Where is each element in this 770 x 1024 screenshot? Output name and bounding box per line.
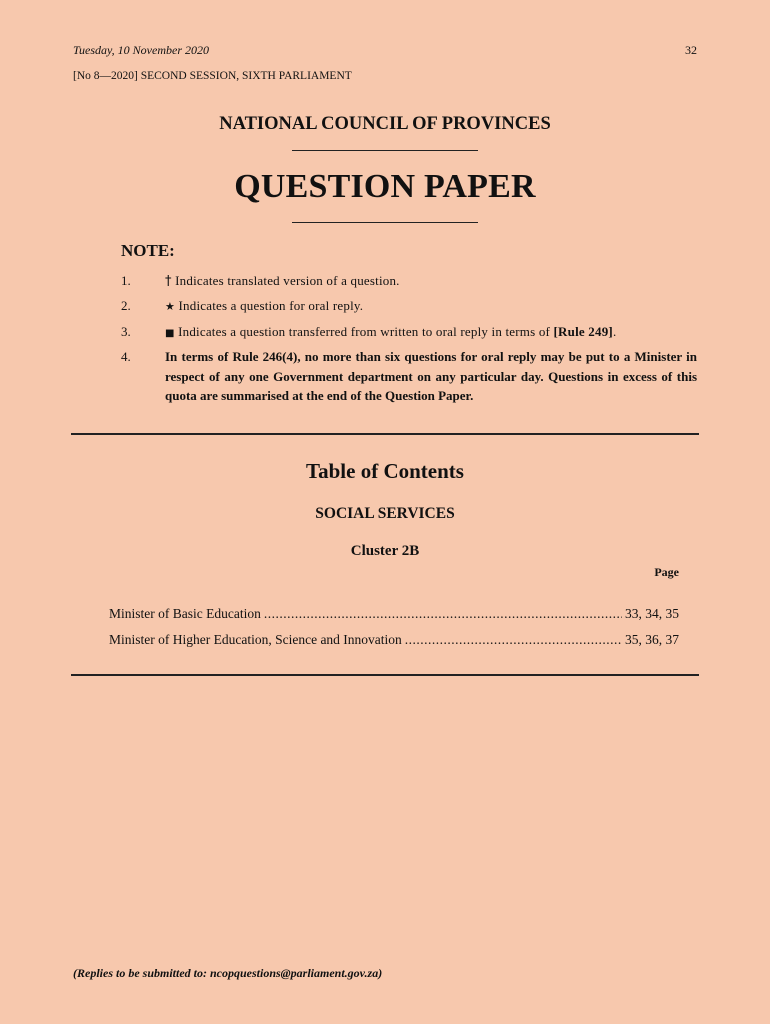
dagger-icon: † [165,274,172,289]
note-suffix: . [612,324,617,339]
page-date: Tuesday, 10 November 2020 [73,43,209,57]
note-item [165,298,363,314]
toc-cluster: Cluster 2B [350,543,420,559]
toc-leader [264,606,622,622]
note-item [165,273,400,289]
section-divider [71,674,699,676]
divider-bottom [292,222,478,223]
footer-note: (Replies to be submitted to: ncopquestions@parliament.gov.za) [73,966,383,980]
council-heading: NATIONAL COUNCIL OF PROVINCES [219,114,551,134]
note-text: Indicates a question transferred from written to oral reply in terms of [178,324,554,339]
note-text: Indicates translated version of a question. [175,273,400,288]
note-heading: NOTE: [121,241,175,260]
page-title: QUESTION PAPER [234,168,536,205]
note-number: 4. [121,349,131,364]
session-line: [No 8—2020] SECOND SESSION, SIXTH PARLIAMENT [73,70,352,82]
toc-entry-label: Minister of Basic Education [109,606,261,621]
toc-title: Table of Contents [306,459,464,483]
note-number: 3. [121,324,131,339]
note-text: Indicates a question for oral reply. [178,298,364,313]
page-number: 32 [685,43,697,57]
section-divider [71,433,699,435]
rule-reference: [Rule 249] [553,324,613,339]
toc-entry-pages: 35, 36, 37 [625,632,679,647]
toc-leader [405,632,622,648]
note-quota-text: In terms of Rule 246(4), no more than six questions for oral reply may be put to a Minister in respect of any one Government department on any particular day. Questions in excess of this quota are summarised at the end of the Question Paper. [165,349,697,403]
toc-entry-pages: 33, 34, 35 [625,606,679,621]
toc-entry[interactable] [109,606,679,622]
toc-entry-label: Minister of Higher Education, Science and Innovation [109,632,402,647]
toc-page-label: Page [654,565,679,579]
note-item [165,324,616,340]
star-icon: ★ [165,300,176,313]
toc-entry[interactable] [109,632,679,648]
note-number: 2. [121,298,131,313]
note-number: 1. [121,273,131,288]
toc-section: SOCIAL SERVICES [315,505,455,522]
divider-top [292,150,478,151]
square-icon: ■ [165,328,175,339]
